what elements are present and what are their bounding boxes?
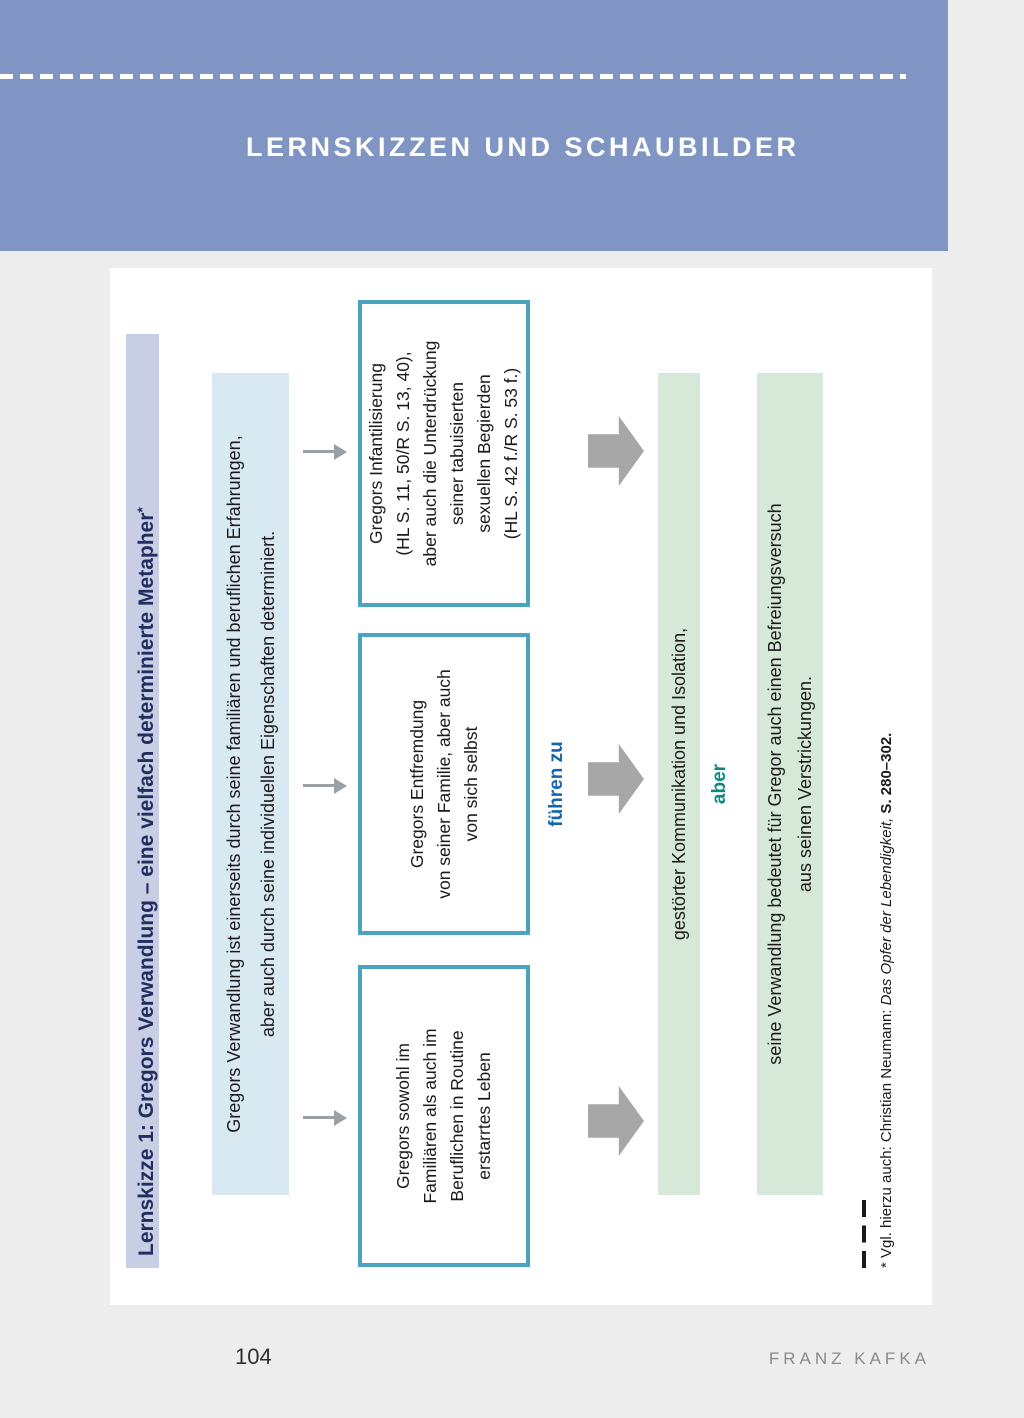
intro-box xyxy=(212,373,289,1195)
cause-line: von seiner Familie, aber auch xyxy=(433,669,454,899)
diagram-title-text: Lernskizze 1: Gregors Verwandlung – eine vielfach determinierte Metapher xyxy=(135,512,158,1256)
intro-line: Gregors Verwandlung ist einerseits durch seine familiären und beruflichen Erfahrungen, xyxy=(223,435,244,1133)
dashed-line-icon xyxy=(0,74,906,79)
cause-line: von sich selbst xyxy=(460,726,481,842)
cause-line: sexuellen Begierden xyxy=(474,374,494,533)
arrow-shaft xyxy=(303,451,336,454)
thin-arrow-icon xyxy=(303,444,347,460)
cause-line: Beruflichen in Routine xyxy=(447,1030,467,1202)
arrow-head xyxy=(334,1110,347,1126)
contrast-label: aber xyxy=(709,763,730,805)
footnote-prefix: * Vgl. hierzu auch: Christian Neumann: xyxy=(878,1005,895,1268)
diagram-title-asterisk: * xyxy=(134,507,150,513)
block-arrow-icon xyxy=(588,1086,644,1156)
intro-line: aber auch durch seine individuellen Eigenschaften determiniert. xyxy=(257,530,278,1038)
arrow-head xyxy=(334,778,347,794)
arrow-shaft xyxy=(303,785,336,788)
footnote xyxy=(878,733,895,1268)
cause-box-routine xyxy=(358,965,530,1267)
thin-arrow-icon xyxy=(303,1110,347,1126)
footnote-work-title: Das Opfer der Lebendigkeit, xyxy=(878,817,895,1006)
cause-line: aber auch die Unterdrückung xyxy=(420,340,440,567)
result-box-primary xyxy=(658,373,700,1195)
page-number: 104 xyxy=(235,1344,272,1369)
block-arrow-icon xyxy=(588,744,644,814)
result-line: aus seinen Verstrickungen. xyxy=(795,675,815,893)
cause-line: Gregors sowohl im xyxy=(393,1043,413,1189)
connector-label: führen zu xyxy=(546,741,567,827)
result-box-secondary xyxy=(757,373,823,1195)
arrow-shaft xyxy=(303,1117,336,1120)
block-arrow-icon xyxy=(588,416,644,486)
lernskizze-diagram xyxy=(110,268,932,1305)
thin-arrow-icon xyxy=(303,778,347,794)
cause-line: Familiären als auch im xyxy=(420,1028,440,1204)
arrow-head xyxy=(334,444,347,460)
cause-box-infantilisierung xyxy=(358,300,530,607)
cause-line: (HL S. 11, 50/R S. 13, 40), xyxy=(393,351,413,556)
dashed-line-icon xyxy=(862,1200,866,1268)
result-line: seine Verwandlung bedeutet für Gregor auch einen Befreiungsversuch xyxy=(765,503,785,1065)
cause-line: seiner tabuisierten xyxy=(447,382,467,525)
result-line: gestörter Kommunikation und Isolation, xyxy=(669,627,689,941)
cause-line: (HL S. 42 f./R S. 53 f.) xyxy=(501,367,521,540)
diagram-title-bar xyxy=(126,334,159,1268)
footnote-pages: S. 280–302. xyxy=(878,732,895,818)
cause-line: Gregors Entfremdung xyxy=(406,699,427,869)
chapter-title: LERNSKIZZEN UND SCHAUBILDER xyxy=(246,132,800,162)
running-title: FRANZ KAFKA xyxy=(768,1349,930,1368)
cause-box-entfremdung xyxy=(358,633,530,935)
chapter-header-band xyxy=(0,0,948,251)
cause-line: Gregors Infantilisierung xyxy=(366,363,386,544)
cause-line: erstarrtes Leben xyxy=(474,1052,494,1180)
